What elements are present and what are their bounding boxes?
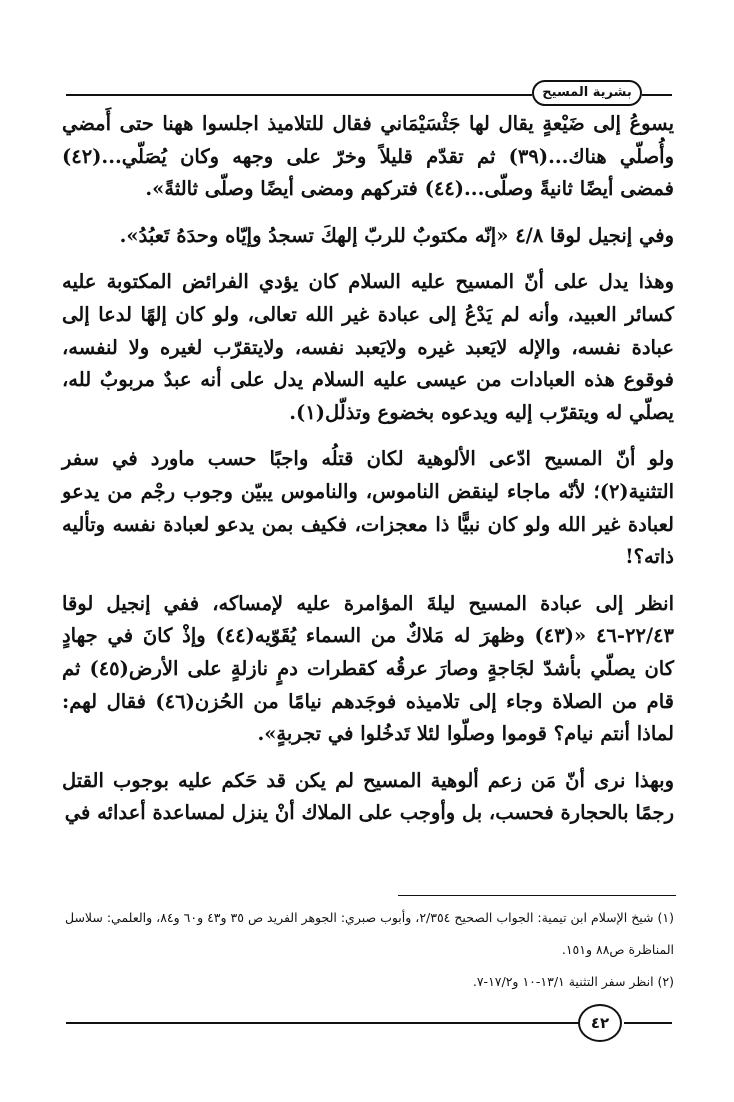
paragraph: وهذا يدل على أنّ المسيح عليه السلام كان يؤدي الفرائض المكتوبة عليه كسائر العبيد، وأنه لم يَدْعُ إلى عبادة غير الله تعالى، ولو كان إلهًا لدعا إلى عبادة نفسه، والإله لايَعبد غيره ولايَعبد نفسه، ولايتقرّب لغيره ولا لنفسه، فوقوع هذه العبادات من عيسى عليه السلام يدل على أنه عبدٌ مربوبٌ لله، يصلّي له ويتقرّب إليه ويدعوه بخضوع وتذلّل(١). xyxy=(62,270,674,424)
footer-rule-right xyxy=(624,1022,672,1024)
paragraph: وفي إنجيل لوقا ٤/٨ «إنّه مكتوبٌ للربّ إلهكَ تسجدُ وإيّاه وحدَهُ تَعبُدُ». xyxy=(119,223,674,247)
footnote: (١) شيخ الإسلام ابن تيمية: الجواب الصحيح ٢/٣٥٤، وأبوب صبري: الجوهر الفريد ص ٣٥ و٤٣ و٦٠ و٨٤، والعلمي: سلاسل المناظرة ص٨٨ و١٥١. xyxy=(64,910,674,957)
footnote: (٢) انظر سفر التثنية ١٣/١-١٠ و١٧/٢-٧. xyxy=(472,974,674,989)
header-rule-right xyxy=(642,94,672,96)
header-rule-left xyxy=(66,94,532,96)
paragraph: انظر إلى عبادة المسيح ليلةَ المؤامرة عليه لإمساكه، ففي إنجيل لوقا ٢٢/٤٣-٤٦ «(٤٣) وظهرَ له مَلاكٌ من السماء يُقَوّيه(٤٤) وإذْ كانَ في جهادٍ كان يصلّي بأشدّ لجَاجةٍ وصارَ عرقُه كقطرات دمٍ نازلةٍ على الأرض(٤٥) ثم قام من الصلاة وجاء إلى تلاميذه فوجَدهم نيامًا من الحُزن(٤٦) فقال لهم: لماذا أنتم نيام؟ قوموا وصلّوا لئلا تَدخُلوا في تجربةٍ». xyxy=(62,591,675,746)
paragraph: ولو أنّ المسيح ادّعى الألوهية لكان قتلُه واجبًا حسب ماورد في سفر التثنية(٢)؛ لأنّه ماجاء لينقض الناموس، والناموس يبيّن وجوب رجْم من يدعو لعبادة غير الله ولو كان نبيًّا ذا معجزات، فكيف بمن يدعو لعبادة نفسه وتأليه ذاته؟! xyxy=(62,447,674,569)
page-number: ٤٢ xyxy=(578,1004,622,1042)
paragraph: وبهذا نرى أنّ مَن زعم ألوهية المسيح لم يكن قد حَكم عليه بوجوب القتل رجمًا بالحجارة فحسب، بل وأوجب على الملاك أنْ ينزل لمساعدة أعدائه في xyxy=(62,768,674,825)
footnote-separator xyxy=(398,895,676,896)
paragraph: يسوعُ إلى ضَيْعةٍ يقال لها جَثْسَيْمَاني فقال للتلاميذ اجلسوا ههنا حتى أَمضي وأُصلّي هناك...(٣٩) ثم تقدّم قليلاً وخرّ على وجهه وكان يُصَلّي...(٤٢) فمضى أيضًا ثانيةً وصلّى...(٤٤) فتركهم ومضى أيضًا وصلّى ثالثةً». xyxy=(62,112,674,201)
footer-rule-left xyxy=(66,1022,580,1024)
body-text xyxy=(62,108,674,830)
footnotes xyxy=(62,902,674,998)
running-title: بشرية المسيح xyxy=(532,80,642,106)
